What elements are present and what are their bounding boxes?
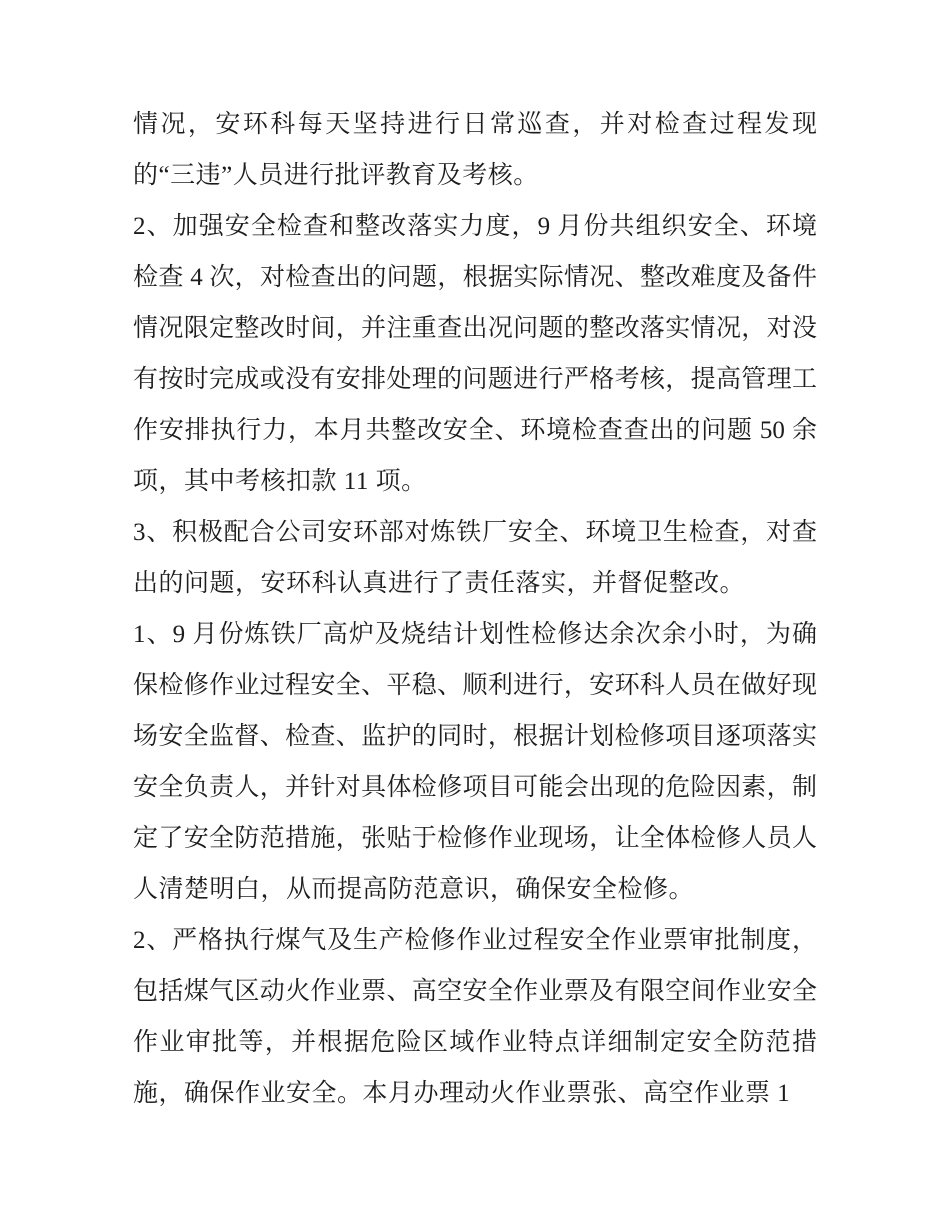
text-line: 作业审批等，并根据危险区域作业特点详细制定安全防范措 [133, 1029, 817, 1056]
text-line: 场安全监督、检查、监护的同时，根据计划检修项目逐项落实 [133, 723, 817, 750]
text-line: 的“三违”人员进行批评教育及考核。 [133, 162, 539, 189]
text-line: 人清楚明白，从而提高防范意识，确保安全检修。 [133, 876, 695, 903]
text-line: 保检修作业过程安全、平稳、顺利进行，安环科人员在做好现 [133, 672, 817, 699]
text-line: 情况限定整改时间，并注重查出况问题的整改落实情况，对没 [133, 315, 817, 342]
text-line: 2、严格执行煤气及生产检修作业过程安全作业票审批制度， [133, 927, 817, 954]
document-text-block [133, 99, 817, 1119]
text-line: 作安排执行力，本月共整改安全、环境检查查出的问题 50 余 [133, 417, 817, 444]
text-line: 项，其中考核扣款 11 项。 [133, 468, 427, 495]
text-line: 包括煤气区动火作业票、高空安全作业票及有限空间作业安全 [133, 978, 817, 1005]
text-line: 3、积极配合公司安环部对炼铁厂安全、环境卫生检查，对查 [133, 519, 817, 546]
text-line: 情况，安环科每天坚持进行日常巡查，并对检查过程发现 [133, 111, 817, 138]
text-line: 检查 4 次，对检查出的问题，根据实际情况、整改难度及备件 [133, 264, 817, 291]
text-line: 有按时完成或没有安排处理的问题进行严格考核，提高管理工 [133, 366, 817, 393]
text-line: 定了安全防范措施，张贴于检修作业现场，让全体检修人员人 [133, 825, 817, 852]
text-line: 1、9 月份炼铁厂高炉及烧结计划性检修达余次余小时，为确 [133, 621, 817, 648]
text-line: 施，确保作业安全。本月办理动火作业票张、高空作业票 1 [133, 1080, 791, 1107]
text-line: 2、加强安全检查和整改落实力度，9 月份共组织安全、环境 [133, 213, 817, 240]
text-line: 出的问题，安环科认真进行了责任落实，并督促整改。 [133, 570, 746, 597]
text-line: 安全负责人，并针对具体检修项目可能会出现的危险因素，制 [133, 774, 817, 801]
